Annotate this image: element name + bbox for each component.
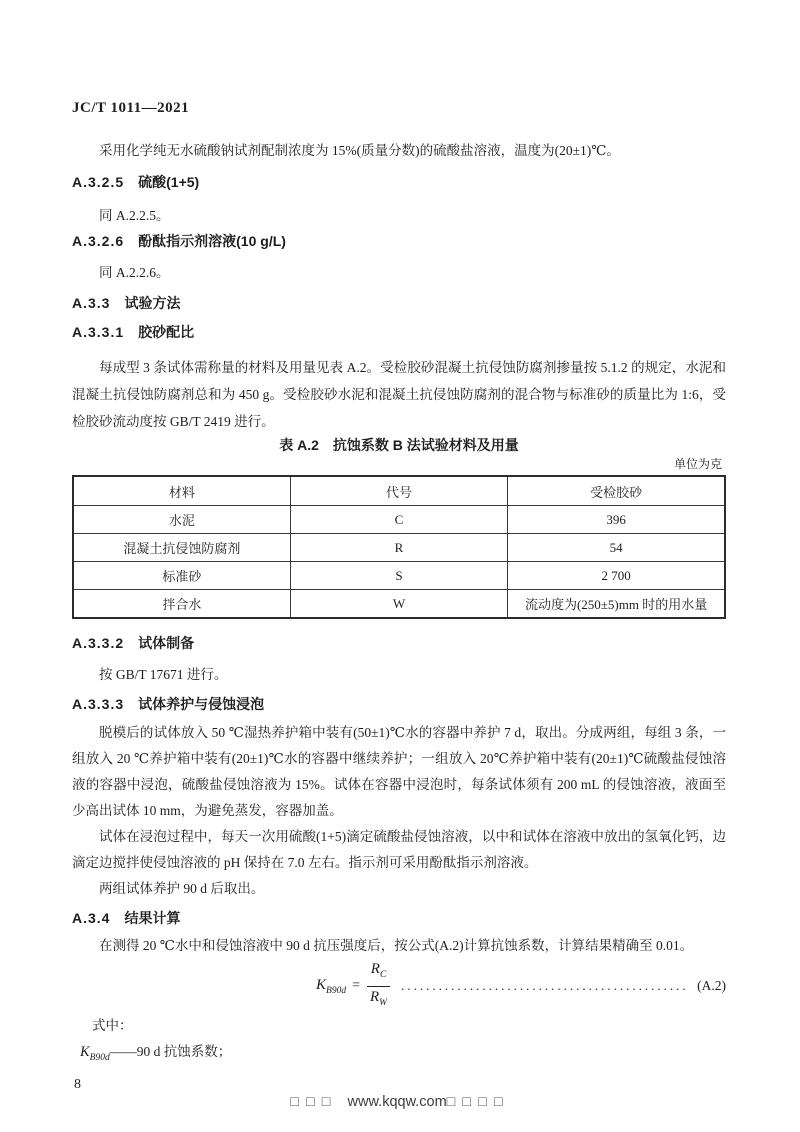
column-header-symbol: 代号	[290, 476, 507, 506]
fraction-denominator: $R_W$	[369, 988, 388, 1008]
formula-expression	[316, 960, 391, 1013]
watermark-url: www.kqqw.com	[347, 1094, 447, 1110]
heading-title: 硫酸(1+5)	[138, 174, 200, 190]
missing-glyph-boxes-right: □□□□	[446, 1094, 510, 1110]
table-header-row	[73, 476, 725, 506]
heading-title: 胶砂配比	[138, 324, 195, 340]
cell-material: 标准砂	[73, 562, 290, 590]
heading-title: 酚酞指示剂溶液(10 g/L)	[138, 233, 286, 249]
heading-title: 结果计算	[124, 910, 181, 926]
page-number: 8	[74, 1076, 81, 1092]
table-unit-note: 单位为克	[673, 457, 722, 471]
result-calc-paragraph: 在测得 20 ℃水中和侵蚀溶液中 90 d 抗压强度后，按公式(A.2)计算抗蚀系数，计算结果精确至 0.01。	[99, 938, 694, 953]
cell-amount: 2 700	[508, 562, 725, 590]
heading-number: A.3.3	[72, 295, 111, 311]
heading-a325	[72, 172, 726, 192]
cell-symbol: C	[290, 506, 507, 534]
symbol-definition-text: ——90 d 抗蚀系数；	[109, 1044, 232, 1059]
heading-a34	[72, 908, 726, 928]
heading-a333	[72, 694, 726, 714]
watermark-footer	[0, 1094, 800, 1110]
specimen-prep-paragraph: 按 GB/T 17671 进行。	[99, 667, 228, 682]
formula-dot-leader: ..............................................	[401, 978, 689, 993]
table-row	[73, 506, 725, 534]
curing-paragraph-3: 两组试体养护 90 d 后取出。	[99, 881, 265, 896]
cell-symbol: R	[290, 534, 507, 562]
missing-glyph-boxes-left: □□□	[290, 1094, 338, 1110]
formula-number: (A.2)	[697, 978, 726, 993]
mortar-ratio-paragraph: 每成型 3 条试体需称量的材料及用量见表 A.2。受检胶砂混凝土抗侵蚀防腐剂掺量按 5.1.2 的规定，水泥和混凝土抗侵蚀防腐剂总和为 450 g。受检胶砂水泥和混凝土抗侵蚀防腐剂的混合物与标准砂的质量比为 1:6，受检胶砂流动度按 GB/T 2419 进行。	[72, 360, 726, 429]
table-row	[73, 590, 725, 619]
cell-amount: 396	[508, 506, 725, 534]
formula-lhs: $K_{B90d}$	[316, 976, 347, 996]
intro-paragraph: 采用化学纯无水硫酸钠试剂配制浓度为 15%(质量分数)的硫酸盐溶液，温度为(20±1)℃。	[99, 143, 620, 158]
heading-a331	[72, 322, 726, 342]
heading-number: A.3.3.2	[72, 635, 125, 651]
heading-number: A.3.3.1	[72, 324, 125, 340]
paragraph-same-a226: 同 A.2.2.6。	[99, 265, 170, 280]
cell-material: 拌合水	[73, 590, 290, 619]
cell-symbol: W	[290, 590, 507, 619]
cell-material: 混凝土抗侵蚀防腐剂	[73, 534, 290, 562]
symbol-definition	[80, 1039, 726, 1071]
paragraph-same-a225: 同 A.2.2.5。	[99, 208, 170, 223]
heading-number: A.3.3.3	[72, 696, 125, 712]
fraction	[366, 960, 391, 1013]
heading-title: 试体养护与侵蚀浸泡	[138, 696, 265, 712]
formula-a2	[72, 960, 726, 1009]
fraction-numerator: $R_C$	[367, 960, 391, 987]
heading-title: 试验方法	[124, 295, 181, 311]
table-a2-caption: 表 A.2 抗蚀系数 B 法试验材料及用量	[279, 437, 519, 453]
symbol-k-b90d: $K_{B90d}$	[80, 1044, 110, 1063]
cell-amount: 流动度为(250±5)mm 时的用水量	[508, 590, 725, 619]
table-row	[73, 534, 725, 562]
column-header-test-mortar: 受检胶砂	[508, 476, 725, 506]
cell-amount: 54	[508, 534, 725, 562]
cell-symbol: S	[290, 562, 507, 590]
heading-number: A.3.2.5	[72, 174, 125, 190]
heading-a33	[72, 293, 726, 313]
heading-a326	[72, 231, 726, 251]
curing-paragraph-1: 脱模后的试体放入 50 ℃湿热养护箱中装有(50±1)℃水的容器中养护 7 d，取出。分成两组，每组 3 条，一组放入 20 ℃养护箱中装有(20±1)℃水的容器中继续养护；一组放入 20℃养护箱中装有(20±1)℃硫酸盐侵蚀溶液的容器中浸泡，硫酸盐侵蚀溶液为 15%。试体在容器中浸泡时，每条试体须有 200 mL 的侵蚀溶液，液面至少高出试体 10 mm，为避免蒸发，容器加盖。	[72, 725, 726, 818]
cell-material: 水泥	[73, 506, 290, 534]
equals-sign: =	[352, 978, 360, 993]
standard-number-header: JC/T 1011—2021	[72, 100, 190, 116]
table-row	[73, 562, 725, 590]
heading-a332	[72, 633, 726, 653]
heading-title: 试体制备	[138, 635, 195, 651]
curing-paragraph-2: 试体在浸泡过程中，每天一次用硫酸(1+5)滴定硫酸盐侵蚀溶液，以中和试体在溶液中放出的氢氧化钙，边滴定边搅拌使侵蚀溶液的 pH 保持在 7.0 左右。指示剂可采用酚酞指示剂溶液。	[72, 829, 726, 870]
heading-number: A.3.2.6	[72, 233, 125, 249]
where-label: 式中：	[92, 1018, 133, 1033]
heading-number: A.3.4	[72, 910, 111, 926]
column-header-material: 材料	[73, 476, 290, 506]
table-a2	[72, 475, 726, 619]
